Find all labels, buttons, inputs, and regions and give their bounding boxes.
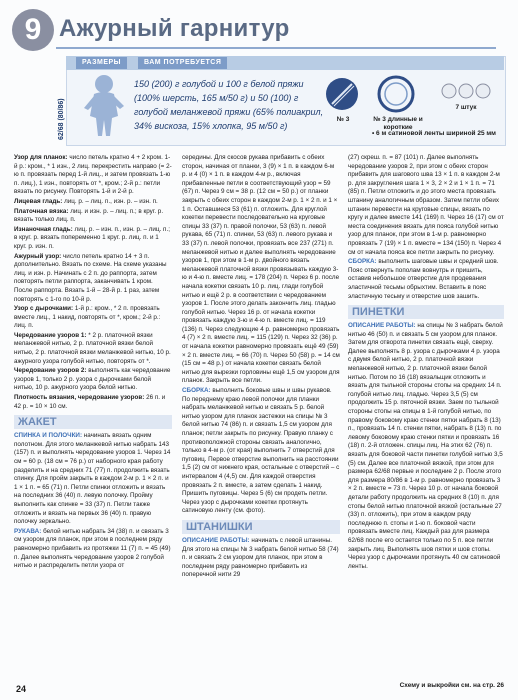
body-text: белой нитью набрать 34 (38) п. и связать 3 см узором для планок, при этом в последнем ряду равномерно прибавить из протяжки 11 (7) п. = 45 (49) п. Далее выполнять чередование узоров 2 голубой нитью и распределить петли узора от bbox=[14, 527, 171, 570]
body-text: середины. Для скосов рукава прибавить с обеих сторон, начиная от планки, 3 (9) × 1 п. в каждом 6-м р. и 4 (0) × 1 п. в каждом 4-м р., включая прибавленные петли в соответствующий узор = 59 (67) п. Через 9 см = 38 р. (12 см = 50 р.) от планки закрыть с обеих сторон в каждом 2-м р. 1 × 2 п. и 1 × 1 п. Оставшиеся 53 (61) п. отложить. Для круглой кокетки перевести последовательно на круговые спицы 33 (37) п. правой полочки, 53 (63) п. левой рукава, 65 (71) п. спинки, 53 (63) п. левого рукава и 33 (37) п. левой полочки, провязать все 237 (271) п. меланжевой нитью и далее выполнять чередование узоров 1, при этом в 1-м р. двойного вязать меланжевой платочной вязки провязывать каждую 3-ю и 4-ю п. вместе лиц. = 178 (204) п. Через 6 р. после начала кокетки связать 10 р. лиц. глади голубой нитью и ещё 2 р. в соответствии с чередованием узоров 1. После этого делать закончить лиц. гладью голубой нитью. Через 16 р. от начала кокетки провязать каждую 3-ю и 4-ю п. вместе лиц. = 119 (136) п. Через следующие 4 р. равномерно провязать 4 (7) × 2 п. вместе лиц. = 115 (129) п. Через 32 (36) р. от начала кокетки равномерно провязать ещё 49 (59) × 2 п. вместе лиц. = 66 (70) п. Через 50 (58) р. = 14 см (15 см = 48 р.) от начала кокетки связать белой нитью для вырезки горловины ещё 1,5 см узором для планок. Закрыть все петли. bbox=[182, 154, 340, 385]
paragraph bbox=[14, 305, 172, 331]
subheading: ОПИСАНИЕ РАБОТЫ: bbox=[182, 536, 250, 544]
term-text: число петель кратно 4 + 2 кром. 1-й р.: кром., * 1 изн., 2 лиц. перекрестить направо (= 2-ю п. провязать перед 1-й лиц., и затем провязать 1-ю п. лиц.), 1 изн., повторять от *, кром.; 2-й р.: петли вязать по рисунку. Повторять 1-й и 2-й р. bbox=[14, 154, 172, 196]
term: Узор для планок: bbox=[14, 154, 68, 161]
column-2 bbox=[182, 154, 340, 581]
paragraph bbox=[14, 198, 172, 207]
size-label: 62/68 (80/86) bbox=[58, 98, 65, 140]
section-heading-booties: ПИНЕТКИ bbox=[348, 305, 504, 319]
buttons-icon bbox=[440, 80, 492, 102]
term-text: лиц. р. – изн. п., изн. р. – лиц. п.; в круг. р. вязать попеременно 1 круг. р. лиц. п. и 1 круг. р. изн. п. bbox=[14, 225, 170, 250]
column-3 bbox=[348, 154, 504, 572]
term-text: число петель кратно 14 + 3 п. дополнительно. Вязать по схеме. На схеме указаны лиц. и изн. р. Начинать с 2 п. до раппорта, затем повторять петли раппорта, заканчивать 1 кром. После раппорта. Вязать 1-й – 28-й р. 1 раз, затем повторять с 1-го по 10-й р. bbox=[14, 252, 167, 303]
column-1 bbox=[14, 154, 172, 572]
paragraph bbox=[14, 226, 172, 252]
paragraph bbox=[14, 208, 172, 225]
subheading: СПИНКА И ПОЛОЧКИ: bbox=[14, 432, 83, 440]
paragraph bbox=[182, 537, 340, 580]
term-text: лиц. и изн. р. – лиц. п.; в круг. р. вязать только лиц. п. bbox=[14, 207, 164, 224]
term: Узор с дырочками: bbox=[14, 305, 74, 313]
yarn-line-4: 34% вискоза, 15% хлопка, 95 м/50 г) bbox=[134, 121, 288, 131]
paragraph bbox=[14, 432, 172, 527]
yarn-line-2: (100% шерсть, 165 м/50 г) и 50 (100) г bbox=[134, 93, 299, 103]
term: Плотность вязания, чередование узоров: bbox=[14, 394, 145, 402]
paragraph bbox=[348, 322, 504, 571]
body-text: (27) скреш. п. = 87 (101) п. Далее выполнять чередование узоров 2, при этом с обеих сторон прибавить для шагового шва 13 × 1 п. в каждом 2-м р. для закругления шага 1 × 3, 2 × 2 и 1 × 1 п. = 71 (85) п. Петли отложить и до этого места провязать штанину аналогичным образом. Затем петли обеих штанин перевести на круговые спицы, вязать по кругу и далее вместе 141 (169) п. Через 16 (17) см от места соединения вязать для пояса голубой нитью узор для планок, при этом в 1-м р. равномерно провязать 7 (19) × 1 п. вместе = 134 (150) п. Через 4 см от начала пояса все петли закрыть по рисунку. bbox=[348, 154, 504, 256]
subheading: ОПИСАНИЕ РАБОТЫ: bbox=[348, 322, 416, 330]
ribbon-note: • 6 м сатиновой ленты шириной 25 мм bbox=[371, 130, 496, 137]
paragraph bbox=[14, 253, 172, 305]
needed-tag: ВАМ ПОТРЕБУЕТСЯ bbox=[138, 57, 227, 69]
term-text: 26 п. и 42 р. = 10 × 10 см. bbox=[14, 394, 166, 410]
needles-size: № 3 bbox=[336, 116, 350, 123]
paragraph bbox=[182, 387, 340, 516]
schema-reference: Схему и выкройки см. на стр. 26 bbox=[399, 682, 504, 689]
buttons-count: 7 штук bbox=[455, 104, 477, 111]
term: Платочная вязка: bbox=[14, 207, 69, 215]
knitting-needles-icon bbox=[322, 74, 362, 114]
section-heading-pants: ШТАНИШКИ bbox=[182, 520, 340, 534]
subheading: СБОРКА: bbox=[348, 258, 377, 266]
paragraph bbox=[182, 154, 340, 386]
term: Чередование узоров 1: bbox=[14, 331, 87, 339]
body-text: начинать с левой штанины. Для этого на спицы № 3 набрать белой нитью 58 (74) п. и связать 2 см узором для планок, при этом в последнем ряду равномерно прибавить из поперечной нити 29 bbox=[182, 536, 339, 579]
term-text: выполнять как чередование узоров 1, только 2 р. узора с дырочками белой нитью, 10 р. ажурного узора белой нитью. bbox=[14, 367, 171, 392]
materials-box-header-bar bbox=[66, 56, 504, 70]
circular-needles-label: № 3 длинные и короткие bbox=[373, 116, 423, 131]
page-number: 24 bbox=[16, 684, 27, 694]
term-text: 1-й р.: кром., * 2 п. провязать вместе лиц., 1 накид, повторять от *, кром.; 2-й р.: лиц. п. bbox=[14, 305, 161, 330]
term: Изнаночная гладь: bbox=[14, 225, 73, 233]
paragraph bbox=[14, 332, 172, 366]
paragraph bbox=[14, 394, 172, 411]
paragraph bbox=[14, 528, 172, 571]
circular-needles-icon bbox=[374, 72, 418, 116]
article-number-badge: 9 bbox=[12, 9, 54, 51]
subheading: РУКАВА: bbox=[14, 527, 42, 535]
paragraph bbox=[348, 258, 504, 301]
yarn-line-1: 150 (200) г голубой и 100 г белой пряжи bbox=[134, 79, 304, 89]
body-text: выполнить боковые швы и швы рукавов. По переднему краю левой полочки для планки набрать меланжевой нитью и связать 5 р. белой нитью узором для планок застежки на спицы № 3 белой нитью 74 (86) п. и связать 1,5 см узором для планок; петли закрыть по рисунку. Правую планку с противоположной стороны связать аналогично, только в 4-м р. (от края) выполнить 7 отверстий для пуговиц. Первое отверстие выполнить на расстоянии 1,5 (2) см от нижнего края, остальные с отверстий – с интервалом 4 (4,5) см. Для каждой отверстия провязать 2 п. вместе, а затем сделать 1 накид. Пришить пуговицы. Через 5 (6) см продеть петли. Через узор с дырочками кокетки протянуть сатиновую ленту (см. фото). bbox=[182, 387, 340, 515]
baby-silhouette-icon bbox=[72, 72, 132, 144]
header-divider bbox=[56, 47, 496, 49]
paragraph bbox=[14, 367, 172, 393]
term: Чередование узоров 2: bbox=[14, 367, 87, 375]
body-text: на спицы № 3 набрать белой нитью 46 (50) п. и связать 5 см узором для планок. Затем для отворота пинетки связать ещё, сверху. Далее выполнять 8 р. узора с дырочками 4 р. узора с двумя белой нитью, 2 р. платочной вязки меланжевой нитью, 2 р. платочной вязки белой нитью. Потом по 16 (18) вязальщик отложить и вязать для тыльной стороны стопы на средних 14 п. голубой нитью лиц. гладью. Через 3,5 (5) см продолжить 15 р. пяточной вязки. Заем по тыльной стороны стопы на спицы в 1-й голубой нитью, по правому боковому краю стенки пятки набрать 8 (13) п., провязать 14 п. стенки пятки, набрать 8 (13) п. по левому боковому краю стенки пятки и провязать 16 (18) п. 2-й отложен. спицы лиц. На этих 62 (76) п. вязать для боковой части пинетки голубой нитью 3,5 (5) см. Далее все платочной вязкой, при этом для размера 62/68 первые и последние 2 р. После этого для размера 80/86 в 1-м р. равномерно провязать 3 × 2 п. вместе = 73 п. Через 10 р. от начала боковой детали работу продолжить на средних 8 (10) п. для стопы белой нитью платочной вязкой (остальные 27 (33) п. отложить), при этом в каждом ряду последнюю п. стопы и 1-ю п. боковой части провязать вместе лиц. Каждый раз для размера 62/68 после его остается только по 5 п. все петли закрыть лиц. Выполнять шов пятки и шов стопы. Через узор с дырочками протянуть 40 см сатиновой ленты. bbox=[348, 322, 503, 570]
sizes-tag: РАЗМЕРЫ bbox=[76, 57, 127, 69]
yarn-line-3: голубой меланжевой пряжи (65% полиакрил, bbox=[134, 107, 324, 117]
term: Ажурный узор: bbox=[14, 252, 62, 260]
ribbon-text: 6 м сатиновой ленты шириной 25 мм bbox=[376, 130, 496, 137]
article-title: Ажурный гарнитур bbox=[59, 15, 290, 42]
paragraph bbox=[14, 154, 172, 197]
term: Лицевая гладь: bbox=[14, 197, 63, 205]
section-heading-jacket: ЖАКЕТ bbox=[14, 415, 172, 429]
body-text: выполнить шаговые швы и средний шов. Пояс отвернуть пополам вовнутрь и пришить, оставив небольшое отверстие для продевания эластичной тесьмы обрыхтим. Вставить в пояс эластичную тесьму и отверстие шов зашить. bbox=[348, 258, 499, 300]
term-text: * 2 р. платочной вязки меланжевой нитью, 2 р. платочной вязки белой нитью, 2 р. платочной вязки меланжевой нитью, 10 р. ажурного узора голубой нитью, повторять от *. bbox=[14, 331, 171, 365]
subheading: СБОРКА: bbox=[182, 387, 211, 395]
paragraph bbox=[348, 154, 504, 257]
term-text: лиц. р. – лиц. п., изн. р. – изн. п. bbox=[64, 197, 158, 205]
body-text: начинать вязать одним полотном. Для этого меланжевой нитью набрать 143 (157) п. и выполнять чередование узоров 1. Через 14 см = 60 р. (18 см = 76 р.) от наборного края работу разделить и на средних 71 (77) п. продолжить вязать спинку. Для пройм закрыть в каждом 2-м р. 1 × 2 п. и 1 × 1 п. = 65 (71) п. Петли спинки отложить и вязать на последних 36 (40) п. левую полочку. Пройму выполнить как спинке = 33 (37) п. Петли также отложить и вязать на первых 36 (40) п. правую полочку зеркально. bbox=[14, 432, 171, 526]
